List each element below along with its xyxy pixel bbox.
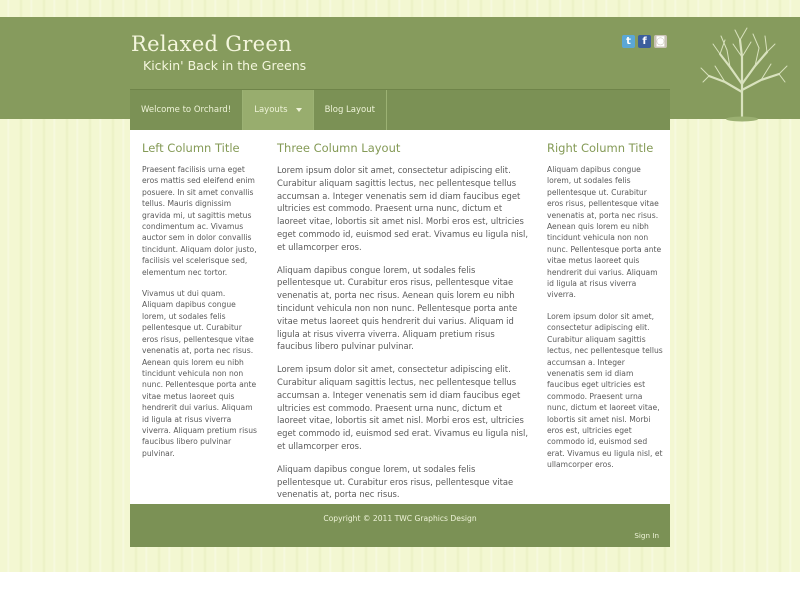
paragraph: Aliquam dapibus congue lorem, ut sodales felis pellentesque ut. Curabitur eros risus, pellentesque vitae venenatis at, porta nec risus. xyxy=(277,463,514,500)
nav-item-label: Blog Layout xyxy=(324,105,375,115)
site-tagline: Kickin' Back in the Greens xyxy=(143,58,307,73)
tree-icon xyxy=(695,22,790,122)
middle-column-title: Three Column Layout xyxy=(277,141,401,155)
paragraph: Vivamus ut dui quam. Aliquam dapibus congue lorem, ut sodales felis pellentesque ut. Curabitur eros risus, pellentesque vitae venenatis at, porta nec risus. Aenean quis lorem eu nibh tincidunt vehicula non non nunc. Pellentesque porta ante vitae metus laoreet quis hendrerit dui varius. Aliquam id ligula at risus viverra viverra. Aliquam pretium risus faucibus libero pulvinar pulvinar. xyxy=(142,289,257,458)
chevron-down-icon xyxy=(296,108,302,112)
copyright-text: Copyright © 2011 TWC Graphics Design xyxy=(323,514,477,523)
paragraph: Lorem ipsum dolor sit amet, consectetur adipiscing elit. Curabitur aliquam sagittis lectus, nec pellentesque tellus accumsan a. Integer venenatis sem id diam faucibus eget ultricies est commodo. Praesent urna nunc, dictum et laoreet vitae, lobortis sit amet nisl. Morbi eros est, ultricies eget commodo id, euismod sed erat. Vivamus eu ligula nisl, et ullamcorper eros. xyxy=(277,165,529,252)
sign-in-link[interactable]: Sign In xyxy=(634,531,659,540)
nav-item-label: Welcome to Orchard! xyxy=(141,105,232,115)
paragraph: Lorem ipsum dolor sit amet, consectetur adipiscing elit. Curabitur aliquam sagittis lectus, nec pellentesque tellus accumsan a. Integer venenatis sem id diam faucibus eget ultricies est commodo. Praesent urna nunc, dictum et laoreet vitae, lobortis sit amet nisl. Morbi eros est, ultricies eget commodo id, euismod sed erat. Vivamus eu ligula nisl, et ullamcorper eros. xyxy=(547,311,663,470)
site-title[interactable]: Relaxed Green xyxy=(131,32,292,56)
right-column-title: Right Column Title xyxy=(547,141,654,155)
footer xyxy=(130,504,670,547)
left-column-title: Left Column Title xyxy=(142,141,240,155)
nav-item-layouts[interactable] xyxy=(243,90,313,130)
twitter-icon[interactable]: t xyxy=(622,35,635,48)
content-area xyxy=(130,130,670,504)
left-column xyxy=(142,141,258,469)
main-nav xyxy=(130,90,670,130)
right-column xyxy=(547,141,663,481)
paragraph: Lorem ipsum dolor sit amet, consectetur adipiscing elit. Curabitur aliquam sagittis lectus, nec pellentesque tellus accumsan a. Integer venenatis sem id diam faucibus eget ultricies est commodo. Praesent urna nunc, dictum et laoreet vitae, lobortis sit amet nisl. Morbi eros est, ultricies eget commodo id, euismod sed erat. Vivamus eu ligula nisl, et ullamcorper eros. xyxy=(277,364,529,451)
rss-icon[interactable]: ◙ xyxy=(655,36,666,47)
middle-column xyxy=(277,141,529,511)
paragraph: Aliquam dapibus congue lorem, ut sodales felis pellentesque ut. Curabitur eros risus, pellentesque vitae venenatis at, porta nec risus. Aenean quis lorem eu nibh tincidunt vehicula non non nunc. Pellentesque porta ante vitae metus laoreet quis hendrerit dui varius. Aliquam id ligula at risus viverra viverra. xyxy=(547,165,662,300)
paragraph: Praesent facilisis urna eget eros mattis sed eleifend enim posuere. In sit amet convallis tellus. Mauris dignissim gravida mi, ut sagittis metus condimentum ac. Vivamus auctor sem in dolor convallis tincidunt. Aliquam dolor justo, facilisis vel scelerisque sed, elementum nec tortor. xyxy=(142,165,257,277)
page-bottom-strip xyxy=(0,572,800,600)
paragraph: Aliquam dapibus congue lorem, ut sodales felis pellentesque ut. Curabitur eros risus, pellentesque vitae venenatis at, porta nec risus. Aenean quis lorem eu nibh tincidunt vehicula non non nunc. Pellentesque porta ante vitae metus laoreet quis hendrerit dui varius. Aliquam id ligula at risus viverra viverra. Aliquam pretium risus faucibus libero pulvinar pulvinar. xyxy=(277,264,518,352)
nav-item-blog-layout[interactable] xyxy=(314,90,387,130)
nav-item-label: Layouts xyxy=(254,105,288,115)
social-links xyxy=(622,35,667,48)
facebook-icon[interactable]: f xyxy=(638,35,651,48)
nav-item-welcome[interactable] xyxy=(130,90,243,130)
